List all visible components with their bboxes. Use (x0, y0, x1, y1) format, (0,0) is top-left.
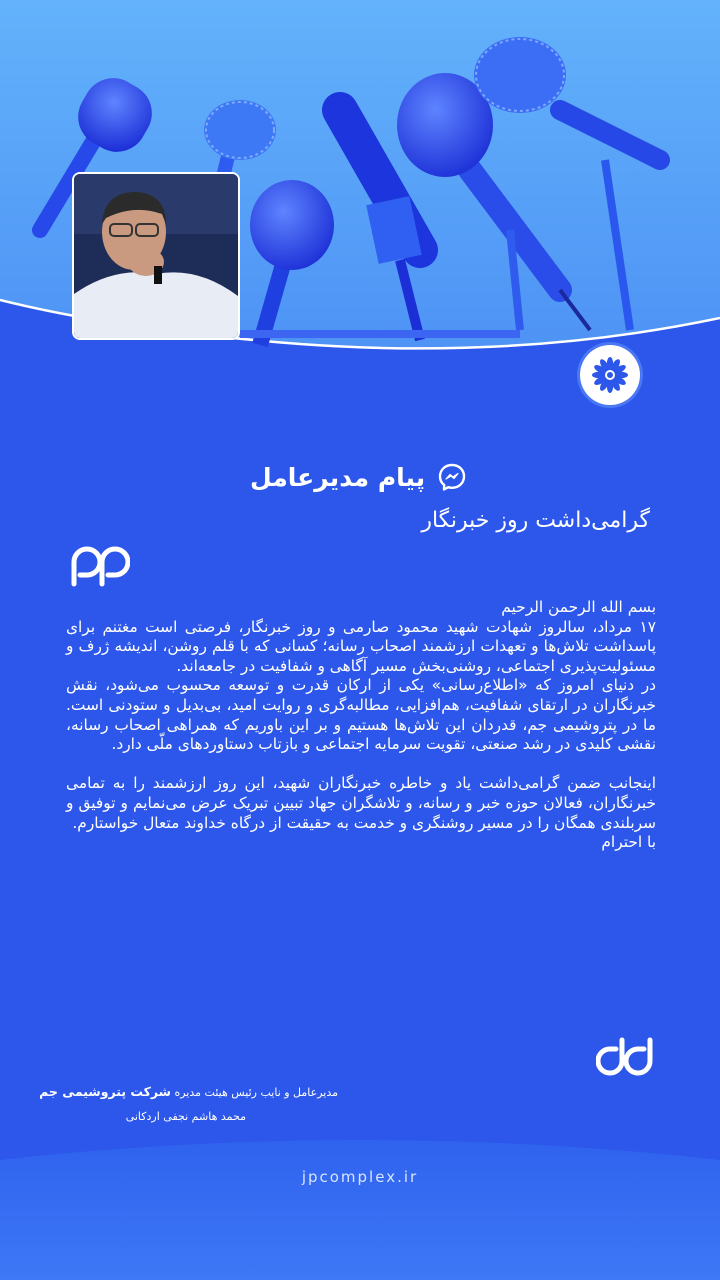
message-body (66, 598, 656, 853)
page-title: پیام مدیرعامل (250, 462, 426, 492)
portrait-photo (72, 172, 240, 340)
portrait-illustration (74, 174, 238, 338)
paragraph-gap (66, 755, 656, 775)
messenger-chat-icon (437, 462, 467, 492)
body-paragraph-2: در دنیای امروز که «اطلاع‌رسانی» یکی از ارکان قدرت و توسعه محسوب می‌شود، نقش خبرنگاران در ارتقای شفافیت، هم‌افزایی، مطالبه‌گری و روایت امید، بی‌بدیل و ستودنی است. ما در پتروشیمی جم، قدردان این تلاش‌ها هستیم و بر این باوریم که همراهی اصحاب رسانه، نقشی کلیدی در رشد صنعتی، تقویت سرمایه اجتماعی و بازتاب دستاوردهای ملّی دارد. (66, 676, 656, 754)
website-link[interactable]: jpcomplex.ir (301, 1168, 419, 1186)
signature-position: مدیرعامل و نایب رئیس هیئت مدیره (174, 1086, 338, 1099)
body-line-1: بسم الله الرحمن الرحیم (501, 598, 656, 616)
body-paragraph-3: اینجانب ضمن گرامی‌داشت یاد و خاطره خبرنگاران شهید، این روز ارزشمند را به تمامی خبرنگاران، فعالان حوزه خبر و رسانه، و تلاشگران جهاد تبیین تبریک عرض می‌نمایم و توفیق و سربلندی همگان را در مسیر روشنگری و خدمت به حقیقت از درگاه خداوند متعال خواستارم. (66, 774, 656, 832)
footer-band (0, 1130, 720, 1280)
signature-company: شرکت پتروشیمی جم (39, 1084, 171, 1099)
closing-quote-icon (596, 1036, 654, 1076)
signature-title (39, 1084, 338, 1099)
body-paragraph-1: ۱۷ مرداد، سالروز شهادت شهید محمود صارمی و روز خبرنگار، فرصتی است مغتنم برای پاسداشت تلاش‌ها و تعهدات ارزشمند اصحاب رسانه؛ کسانی که با قلم روشن، اندیشه ژرف و مسئولیت‌پذیری اجتماعی، روشنی‌بخش مسیر آگاهی و شفافیت در جامعه‌اند. (66, 617, 656, 675)
company-flower-logo-icon (580, 345, 640, 405)
signature-name: محمد هاشم نجفی اردکانی (125, 1110, 246, 1123)
heading (250, 455, 650, 499)
company-logo (580, 345, 640, 405)
opening-quote-icon (70, 544, 130, 588)
page-subtitle: گرامی‌داشت روز خبرنگار (421, 508, 650, 533)
body-closing: با احترام (601, 833, 656, 852)
